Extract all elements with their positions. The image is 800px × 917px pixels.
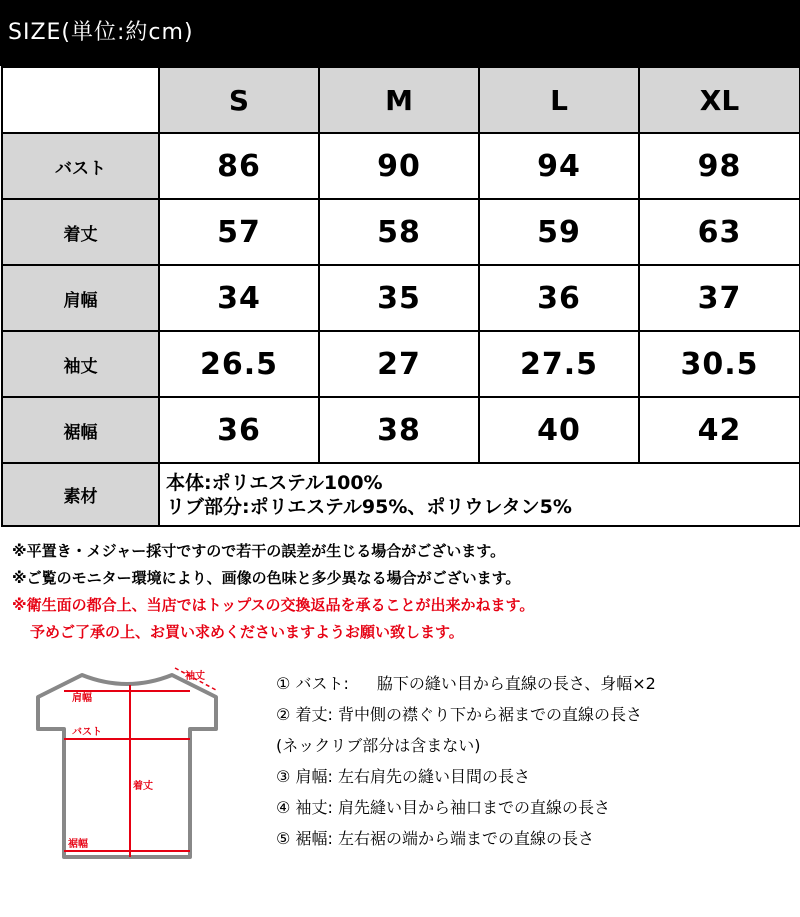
table-cell: 42 [639,397,800,463]
label-bust: バスト [72,727,102,738]
table-cell: 86 [159,133,319,199]
legend-number: ① [276,674,291,693]
row-label: 袖丈 [2,331,159,397]
table-cell: 27 [319,331,479,397]
table-cell: 98 [639,133,800,199]
material-value [159,463,800,526]
row-label: 肩幅 [2,265,159,331]
table-cell: 34 [159,265,319,331]
legend-term: 肩幅: [295,767,333,786]
size-xl-header: XL [639,67,800,133]
legend-description: 背中側の襟ぐり下から裾までの直線の長さ [337,705,642,724]
corner-cell [2,67,159,133]
material-label: 素材 [2,463,159,526]
tshirt-diagram [20,665,235,870]
row-label: 裾幅 [2,397,159,463]
table-cell: 35 [319,265,479,331]
legend-term: 裾幅: [295,829,333,848]
legend-shoulder [276,761,796,792]
legend-bust [276,668,796,699]
size-s-header: S [159,67,319,133]
table-cell: 63 [639,199,800,265]
table-cell: 58 [319,199,479,265]
legend-term: バスト: [295,674,349,693]
size-table [1,66,800,527]
table-row [2,331,800,397]
legend-term: 袖丈: [295,798,333,817]
table-cell: 59 [479,199,639,265]
legend-number: ⑤ [276,829,291,848]
legend-description: 脇下の縫い目から直線の長さ、身幅×2 [376,674,656,693]
table-cell: 27.5 [479,331,639,397]
label-sleeve: 袖丈 [185,671,205,682]
table-cell: 37 [639,265,800,331]
size-header: SIZE(単位:約cm) [0,0,800,66]
tshirt-diagram-svg [20,665,235,870]
size-l-header: L [479,67,639,133]
legend-description: 肩先縫い目から袖口までの直線の長さ [337,798,610,817]
table-cell: 36 [479,265,639,331]
tshirt-outline [38,675,216,857]
table-row [2,133,800,199]
table-cell: 30.5 [639,331,800,397]
legend-description: 左右裾の端から端までの直線の長さ [337,829,594,848]
table-cell: 90 [319,133,479,199]
note-monitor: ※ご覧のモニター環境により、画像の色味と多少異なる場合がございます。 [12,569,521,587]
legend-hem [276,823,796,854]
label-shoulder: 肩幅 [72,693,92,704]
legend-number: ③ [276,767,291,786]
label-hem: 裾幅 [68,839,88,850]
legend-number: ④ [276,798,291,817]
legend-number: ② [276,705,291,724]
note-hygiene: ※衛生面の都合上、当店ではトップスの交換返品を承ることが出来かねます。 [12,596,535,614]
table-row [2,199,800,265]
material-row [2,463,800,526]
table-cell: 38 [319,397,479,463]
table-cell: 26.5 [159,331,319,397]
legend-length-note: (ネックリブ部分は含まない) [276,736,481,755]
row-label: バスト [2,133,159,199]
legend-length [276,699,796,730]
notes [12,538,792,646]
table-cell: 94 [479,133,639,199]
note-acknowledge: 予めご了承の上、お買い求めくださいますようお願い致します。 [30,623,464,641]
legend-description: 左右肩先の縫い目間の長さ [337,767,530,786]
table-cell: 36 [159,397,319,463]
size-header-row [2,67,800,133]
table-row [2,265,800,331]
legend-sleeve [276,792,796,823]
label-length: 着丈 [133,781,153,792]
measurement-legend [276,668,796,854]
note-measurement: ※平置き・メジャー採寸ですので若干の誤差が生じる場合がございます。 [12,542,506,560]
row-label: 着丈 [2,199,159,265]
table-cell: 57 [159,199,319,265]
legend-term: 着丈: [295,705,333,724]
size-m-header: M [319,67,479,133]
table-row [2,397,800,463]
material-line-body: 本体:ポリエステル100% [166,471,383,494]
material-line-rib: リブ部分:ポリエステル95%、ポリウレタン5% [166,495,572,518]
table-cell: 40 [479,397,639,463]
